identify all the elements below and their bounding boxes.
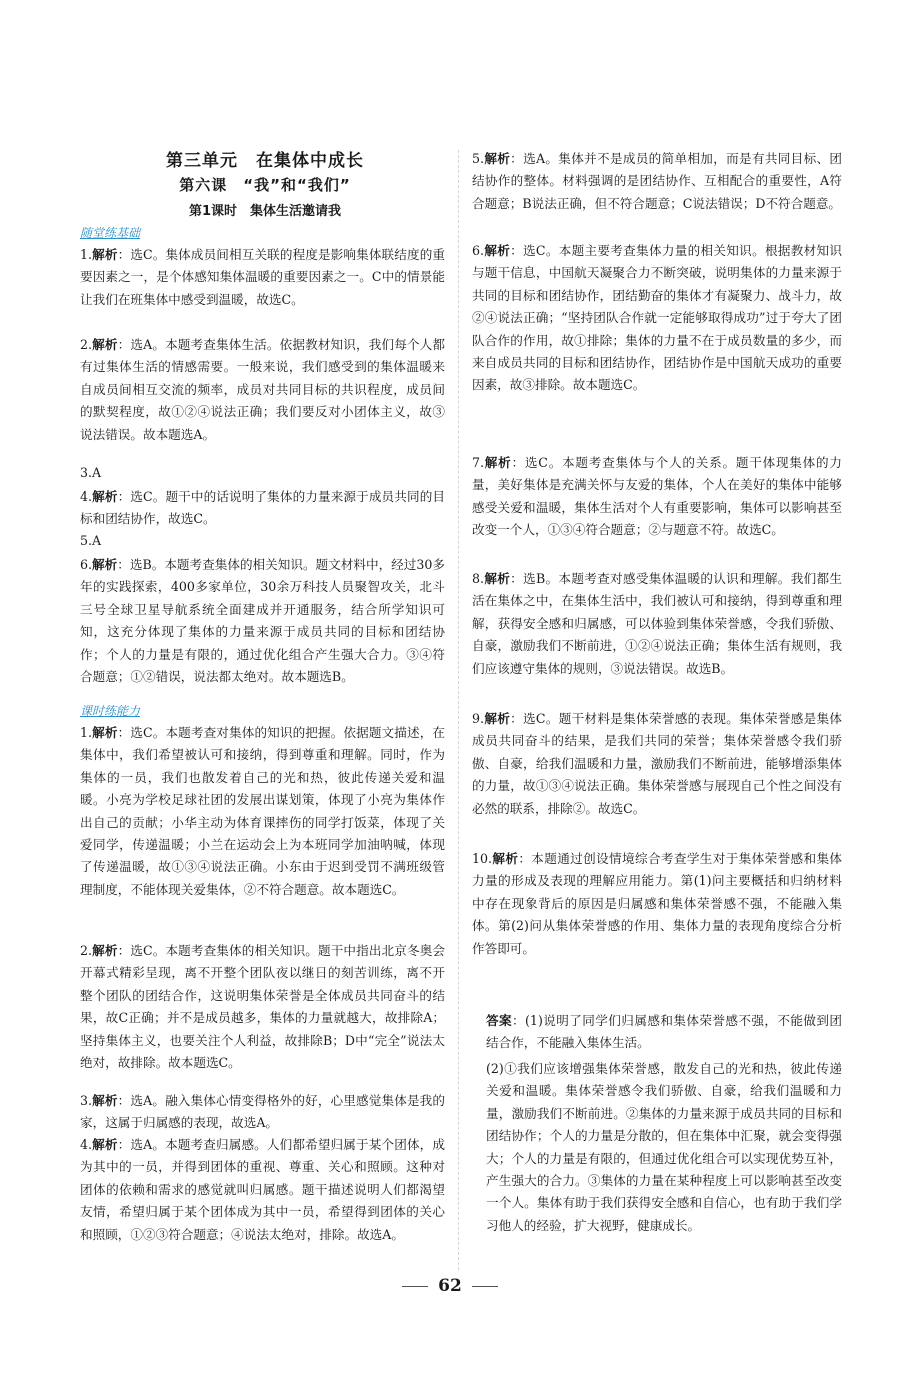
item-text: ：选A。集体并不是成员的简单相加，而是有共同目标、团结协作的整体。材料强调的是团结协作、互相配合的重要性，A符合题意；B说法正确，但不符合题意；C说法错误；D不符合题意。: [472, 151, 842, 211]
item-keyword: 解析: [92, 557, 118, 572]
item-number: 8.: [472, 571, 485, 586]
answer-keyword: 答案: [486, 1013, 513, 1028]
item-number: 2.: [80, 943, 93, 958]
item-number: 4.: [80, 489, 93, 504]
answer-item: [80, 554, 445, 688]
section-label-basic: 随堂练基础: [80, 226, 141, 240]
answer-item: [80, 486, 445, 531]
answer-item: [80, 940, 445, 1074]
item-text: ：选A。融入集体心情变得格外的好，心里感觉集体是我的家，这属于归属感的表现，故选A。: [80, 1093, 445, 1131]
period-title: 第1课时 集体生活邀请我: [188, 204, 342, 219]
answer-item: [472, 452, 842, 542]
answer-item: [472, 240, 842, 397]
item-number: 6.: [80, 557, 93, 572]
item-keyword: 解析: [484, 571, 511, 586]
page-number-dash-left: [402, 1286, 428, 1287]
answer-item: [80, 1090, 445, 1135]
column-divider: [458, 150, 459, 1270]
answer-item: [80, 530, 445, 552]
answer-item: [80, 722, 445, 901]
item-keyword: 解析: [92, 725, 118, 740]
item-text: A: [92, 465, 102, 480]
answer-item: [472, 148, 842, 215]
page-number: [0, 1276, 900, 1296]
answer-item: [472, 568, 842, 680]
item-keyword: 解析: [492, 851, 519, 866]
answer-block: [486, 1010, 842, 1055]
item-keyword: 解析: [484, 151, 511, 166]
item-text: ：选C。本题主要考查集体力量的相关知识。根据教材知识与题干信息，中国航天凝聚合力不断突破，说明集体的力量来源于共同的目标和团结协作，团结勤奋的集体才有凝聚力、战斗力，故②④说法正确；“坚持团队合作就一定能够取得成功”过于夸大了团队合作的作用，故①排除；集体的力量不在于成员数量的多少，而来自成员共同的目标和团结协作，团结协作是中国航天成功的重要因素，故③排除。故本题选C。: [472, 243, 842, 393]
item-keyword: 解析: [92, 943, 118, 958]
item-keyword: 解析: [484, 711, 511, 726]
item-number: 5.: [80, 533, 93, 548]
item-number: 1.: [80, 247, 93, 262]
watermark-logo: [710, 1300, 890, 1385]
answer-item: [472, 848, 842, 960]
item-keyword: 解析: [92, 247, 118, 262]
item-keyword: 解析: [92, 337, 118, 352]
item-text: ：选B。本题考查集体的相关知识。题文材料中，经过30多年的实践探索，400多家单位，30余万科技人员聚智攻关，北斗三号全球卫星导航系统全面建成并开通服务，结合所学知识可知，这充分体现了集体的力量来源于成员共同的目标和团结协作；个人的力量是有限的，通过优化组合产生强大合力。③④符合题意；①②错误，说法都太绝对。故本题选B。: [80, 557, 446, 685]
item-text: ：选C。本题考查对集体的知识的把握。依据题文描述，在集体中，我们希望被认可和接纳，得到尊重和理解。同时，作为集体的一员，我们也散发着自己的光和热，彼此传递关爱和温暖。小亮为学校足球社团的发展出谋划策，体现了小亮为集体作出自己的贡献；小华主动为体育课摔伤的同学打饭菜，体现了关爱同学，传递温暖；小兰在运动会上为本班同学加油呐喊，体现了传递温暖，故①③④说法正确。小东由于迟到受罚不满班级管理制度，不能体现关爱集体，②不符合题意。故本题选C。: [80, 725, 446, 897]
item-number: 6.: [472, 243, 485, 258]
lesson-title: 第六课 “我”和“我们”: [179, 176, 351, 194]
page-number-dash-right: [472, 1286, 498, 1287]
answer-text: ：(1)说明了同学们归属感和集体荣誉感不强，不能做到团结合作，不能融入集体生活。: [486, 1013, 842, 1051]
item-keyword: 解析: [484, 243, 511, 258]
item-number: 3.: [80, 1093, 93, 1108]
item-number: 3.: [80, 465, 93, 480]
item-text: ：选A。本题考查集体生活。依据教材知识，我们每个人都有过集体生活的情感需要。一般来说，我们感受到的集体温暖来自成员间相互交流的频率，成员对共同目标的共识程度，成员间的默契程度，故①②④说法正确；我们要反对小团体主义，故③说法错误。故本题选A。: [80, 337, 445, 442]
answer-item: [80, 462, 445, 484]
item-text: ：选C。本题考查集体与个人的关系。题干体现集体的力量，美好集体是充满关怀与友爱的集体，个人在美好的集体中能够感受关爱和温暖，集体生活对个人有重要影响，集体可以影响甚至改变一个人，①③④符合题意；②与题意不符。故选C。: [472, 455, 843, 538]
item-text: ：选B。本题考查对感受集体温暖的认识和理解。我们都生活在集体之中，在集体生活中，我们被认可和接纳，得到尊重和理解，获得安全感和归属感，可以体验到集体荣誉感，令我们骄傲、自豪，激励我们不断前进，①②④说法正确；集体生活有规则，我们应该遵守集体的规则，③说法错误。故选B。: [472, 571, 842, 676]
item-number: 1.: [80, 725, 93, 740]
answer-item: [80, 1134, 445, 1246]
item-text: ：本题通过创设情境综合考查学生对于集体荣誉感和集体力量的形成及表现的理解应用能力。第(1)问主要概括和归纳材料中存在现象背后的原因是归属感和集体荣誉感不强，不能融入集体。第(2)问从集体荣誉感的作用、集体力量的表现角度综合分析作答即可。: [472, 851, 843, 956]
item-number: 10.: [472, 851, 493, 866]
item-number: 5.: [472, 151, 485, 166]
item-keyword: 解析: [92, 1093, 118, 1108]
item-text: ：选C。题干材料是集体荣誉感的表现。集体荣誉感是集体成员共同奋斗的结果，是我们共同的荣誉；集体荣誉感令我们骄傲、自豪，给我们温暖和力量，激励我们不断前进，能够增添集体的力量，故①③④说法正确。集体荣誉感与展现自己个性之间没有必然的联系，排除②。故选C。: [472, 711, 842, 816]
answer-text: (2)①我们应该增强集体荣誉感，散发自己的光和热，彼此传递关爱和温暖。集体荣誉感令我们骄傲、自豪，给我们温暖和力量，激励我们不断前进。②集体的力量来源于成员共同的目标和团结协作；个人的力量是分散的，但在集体中汇聚，就会变得强大；个人的力量是有限的，但通过优化组合可以实现优势互补，产生强大的合力。③集体的力量在某种程度上可以影响甚至改变一个人。集体有助于我们获得安全感和自信心，也有助于我们学习他人的经验，扩大视野，健康成长。: [486, 1061, 842, 1233]
answer-item: [472, 708, 842, 820]
item-text: ：选C。集体成员间相互关联的程度是影响集体联结度的重要因素之一，是个体感知集体温暖的重要因素之一。C中的情景能让我们在班集体中感受到温暖，故选C。: [80, 247, 446, 307]
item-text: A: [92, 533, 102, 548]
item-keyword: 解析: [92, 1137, 118, 1152]
item-text: ：选A。本题考查归属感。人们都希望归属于某个团体，成为其中的一员，并得到团体的重视、尊重、关心和照顾。这种对团体的依赖和需求的感觉就叫归属感。题干描述说明人们都渴望友情，希望归属于某个团体成为其中一员，希望得到团体的关心和照顾，①②③符合题意；④说法太绝对，排除。故选A。: [80, 1137, 445, 1242]
section-label-ability: 课时练能力: [80, 704, 141, 718]
item-keyword: 解析: [484, 455, 512, 470]
item-keyword: 解析: [92, 489, 118, 504]
item-number: 9.: [472, 711, 485, 726]
item-text: ：选C。本题考查集体的相关知识。题干中指出北京冬奥会开幕式精彩呈现，离不开整个团队夜以继日的刻苦训练，离不开整个团队的团结合作，这说明集体荣誉是全体成员共同奋斗的结果，故C正确；并不是成员越多，集体的力量就越大，故排除A；坚持集体主义，也要关注个人利益，故排除B；D中“完全”说法太绝对，故排除。故本题选C。: [80, 943, 446, 1071]
unit-title: 第三单元 在集体中成长: [166, 151, 364, 171]
item-number: 2.: [80, 337, 93, 352]
item-number: 4.: [80, 1137, 93, 1152]
item-text: ：选C。题干中的话说明了集体的力量来源于成员共同的目标和团结协作，故选C。: [80, 489, 446, 527]
answer-block: [486, 1058, 842, 1237]
page-number-text: 62: [438, 1276, 462, 1296]
answer-item: [80, 244, 445, 311]
answer-item: [80, 334, 445, 446]
item-number: 7.: [472, 455, 485, 470]
